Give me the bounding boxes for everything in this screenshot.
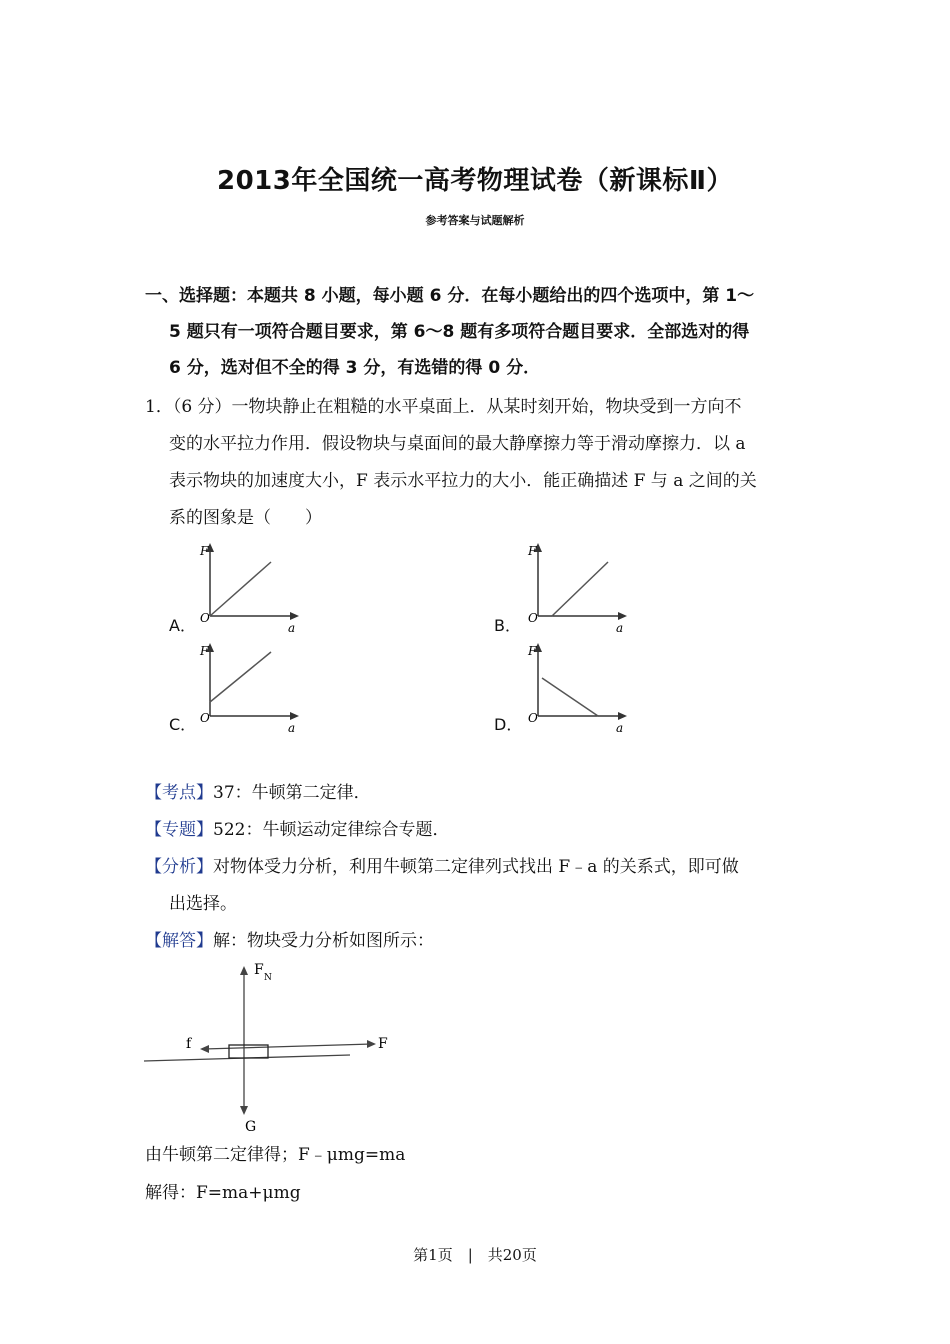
jieda-tag: 【解答】 xyxy=(145,931,213,951)
graph-b-line xyxy=(552,562,608,616)
graph-b-x-label: a xyxy=(616,621,624,635)
zhuanti-tag: 【专题】 xyxy=(145,820,213,840)
graph-option-b xyxy=(524,540,634,635)
fenxi-text-1: 对物体受力分析，利用牛顿第二定律列式找出 F﹣a 的关系式，即可做 xyxy=(213,857,739,877)
section-line-2: 5 题只有一项符合题目要求，第 6～8 题有多项符合题目要求．全部选对的得 xyxy=(169,322,750,342)
kaodian-row xyxy=(145,775,815,812)
graph-d-y-label: F xyxy=(528,644,537,658)
question-line-2: 变的水平拉力作用．假设物块与桌面间的最大静摩擦力等于滑动摩擦力．以 a xyxy=(169,434,746,454)
fenxi-row xyxy=(145,849,815,923)
graph-c-line xyxy=(210,652,271,702)
graph-a-y-label: F xyxy=(200,544,209,558)
graph-a-origin-label: O xyxy=(200,611,210,625)
graph-b-y-label: F xyxy=(528,544,537,558)
zhuanti-row xyxy=(145,812,815,849)
graph-option-d xyxy=(524,640,634,735)
graph-a-line xyxy=(210,562,271,616)
kaodian-tag: 【考点】 xyxy=(145,783,213,803)
gravity-label: G xyxy=(245,1119,257,1135)
graph-c-x-label: a xyxy=(288,721,296,735)
section-instructions xyxy=(145,278,810,386)
graph-c-y-label: F xyxy=(200,644,209,658)
page-footer: 第1页 | 共20页 xyxy=(413,1246,537,1264)
graph-b-origin-label: O xyxy=(528,611,538,625)
graph-a-x-label: a xyxy=(288,621,296,635)
normal-force-sub: N xyxy=(264,973,272,983)
equation-1: 由牛顿第二定律得；F﹣μmg=ma xyxy=(145,1145,406,1165)
page-title: 2013年全国统一高考物理试卷（新课标Ⅱ） xyxy=(217,166,733,196)
question-line-1: 1．（6 分）一物块静止在粗糙的水平桌面上．从某时刻开始，物块受到一方向不 xyxy=(145,397,742,417)
question-line-3: 表示物块的加速度大小，F 表示水平拉力的大小．能正确描述 F 与 a 之间的关 xyxy=(169,471,757,491)
option-c-label: C． xyxy=(169,715,197,734)
section-line-3: 6 分，选对但不全的得 3 分，有选错的得 0 分． xyxy=(169,358,541,378)
fenxi-tag: 【分析】 xyxy=(145,857,213,877)
equation-2: 解得：F=ma+μmg xyxy=(145,1183,301,1203)
zhuanti-text: 522：牛顿运动定律综合专题． xyxy=(213,820,450,840)
question-line-4: 系的图象是（ ） xyxy=(169,508,322,528)
jieda-text: 解：物块受力分析如图所示： xyxy=(213,931,434,951)
graph-option-a xyxy=(196,540,306,635)
graph-d-x-label: a xyxy=(616,721,624,735)
option-d-label: D． xyxy=(494,715,523,734)
fenxi-text-2: 出选择。 xyxy=(169,894,237,914)
graph-option-c xyxy=(196,640,306,735)
option-b-label: B． xyxy=(494,616,521,635)
option-a-label: A． xyxy=(169,616,196,635)
question-1-stem xyxy=(145,389,815,537)
friction-arrow xyxy=(200,1045,209,1053)
kaodian-text: 37：牛顿第二定律． xyxy=(213,783,371,803)
normal-force-label: F xyxy=(254,962,264,978)
gravity-arrow xyxy=(240,1106,248,1115)
graph-d-origin-label: O xyxy=(528,711,538,725)
pull-arrow xyxy=(367,1040,376,1048)
page-subtitle: 参考答案与试题解析 xyxy=(425,214,525,227)
pull-force-label: F xyxy=(378,1036,388,1052)
jieda-row xyxy=(145,923,815,960)
normal-force-arrow xyxy=(240,966,248,975)
force-diagram xyxy=(140,960,410,1135)
friction-label: f xyxy=(186,1036,192,1052)
section-line-1: 一、选择题：本题共 8 小题，每小题 6 分．在每小题给出的四个选项中，第 1～ xyxy=(145,286,755,306)
graph-d-line xyxy=(542,678,598,716)
graph-c-origin-label: O xyxy=(200,711,210,725)
